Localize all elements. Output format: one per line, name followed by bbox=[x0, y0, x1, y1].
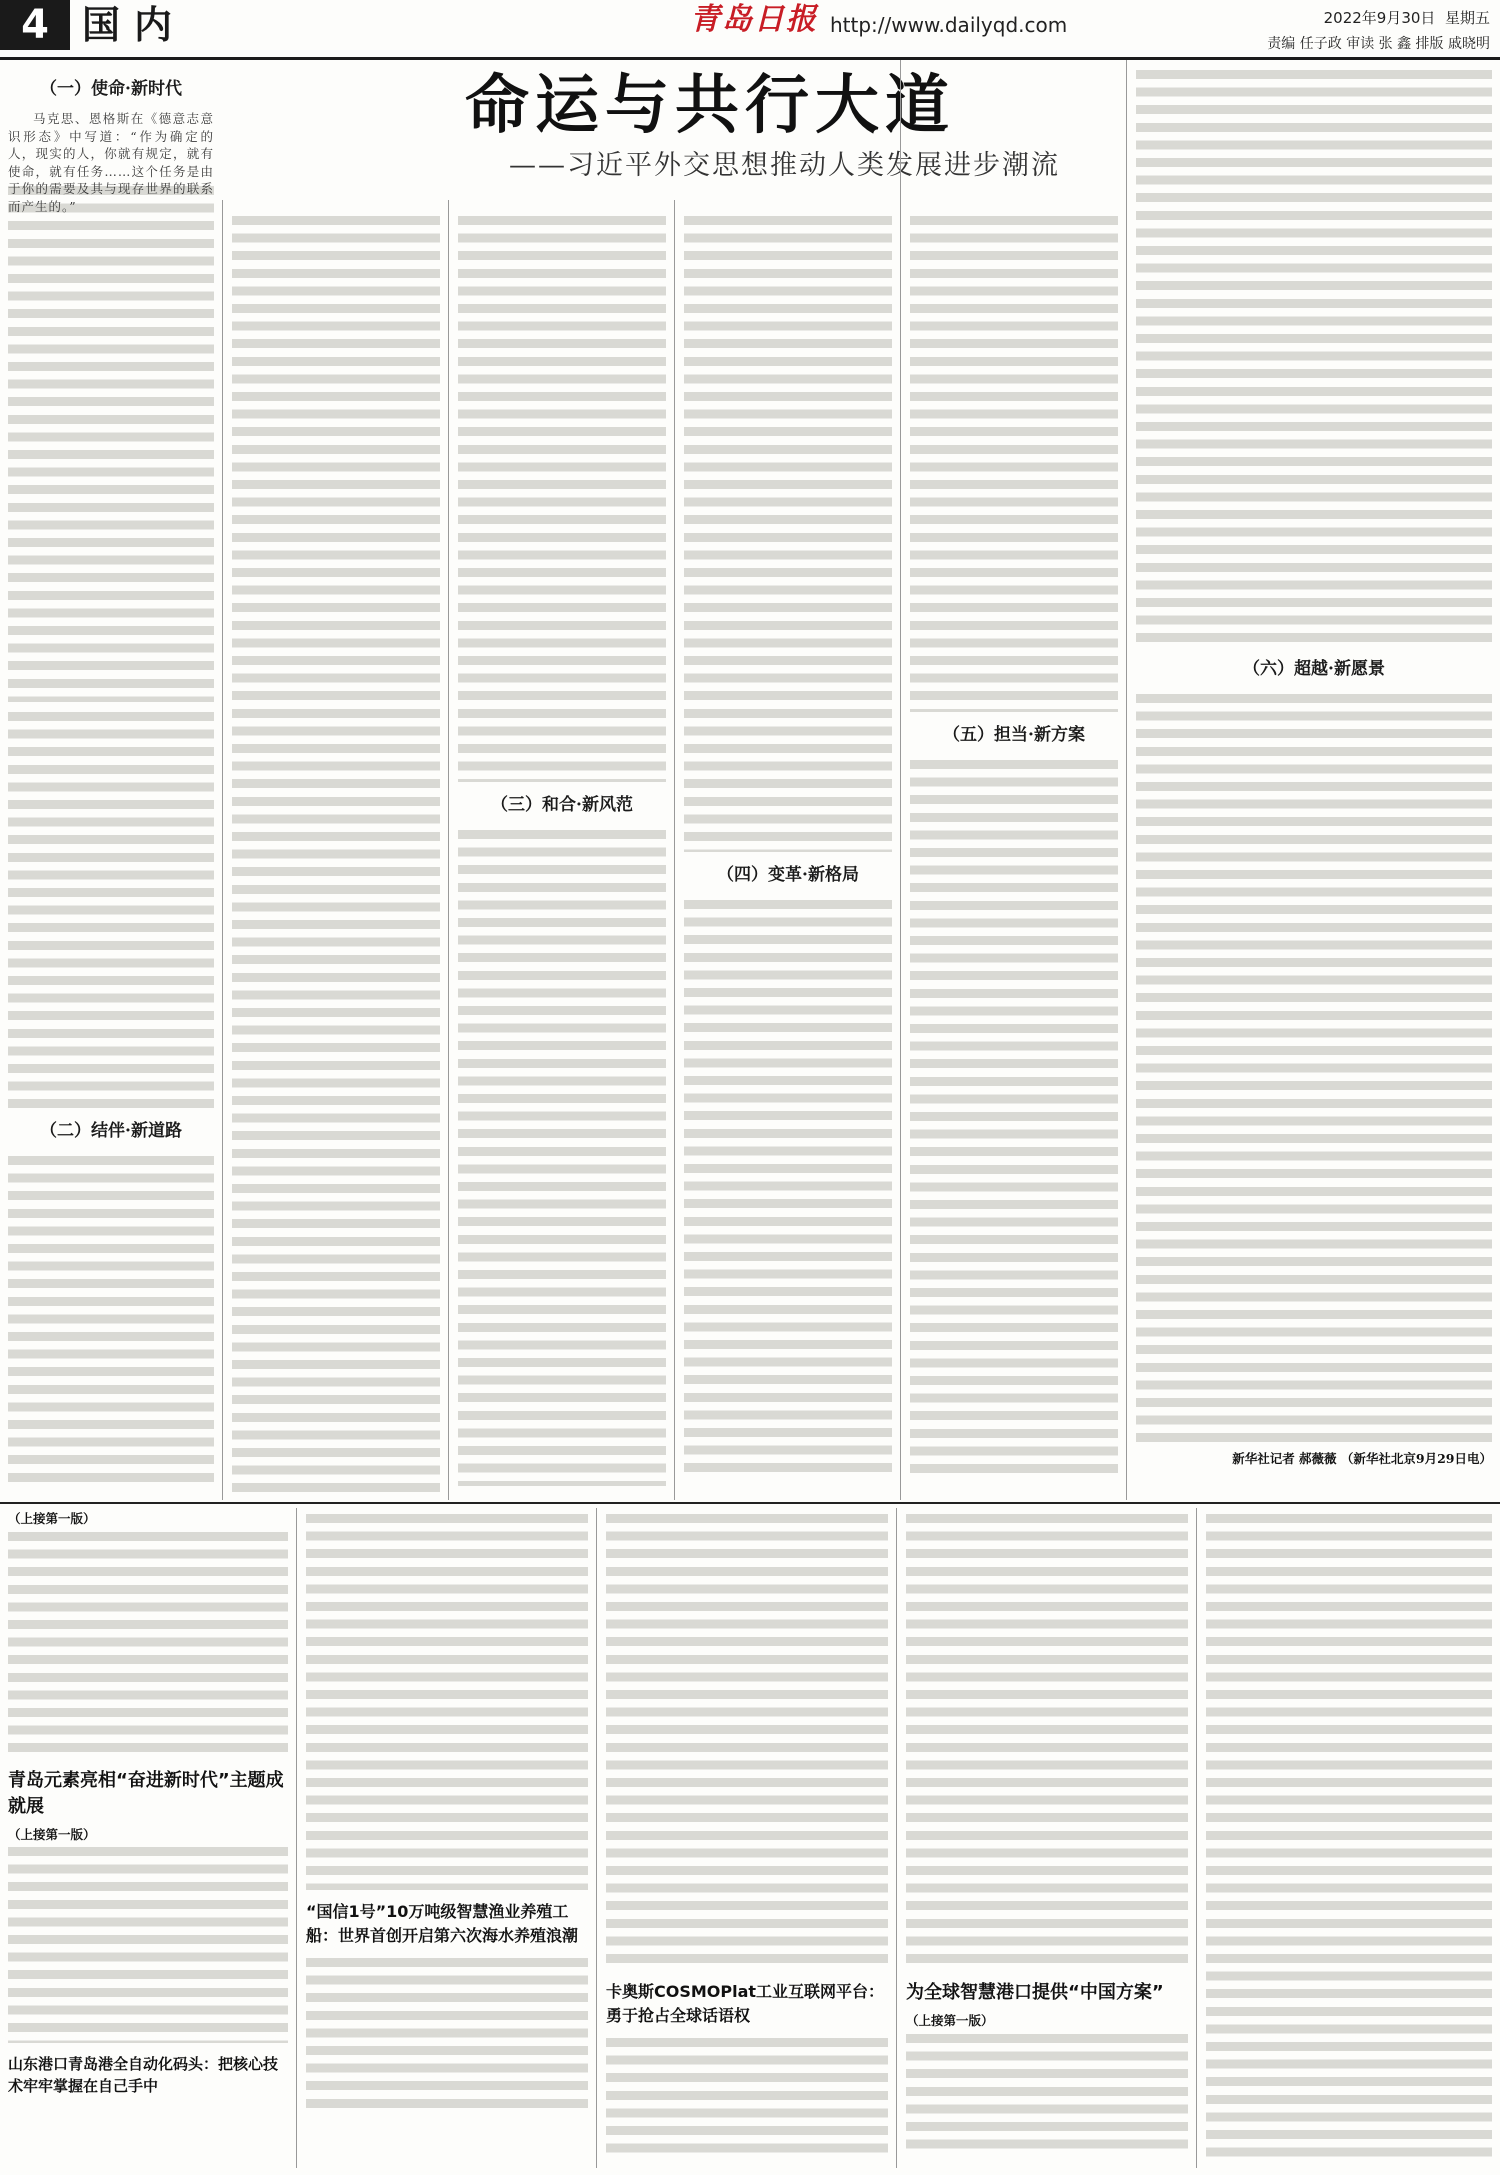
continued-marker: （上接第一版） bbox=[8, 1511, 96, 1526]
page-number: 4 bbox=[0, 0, 70, 50]
body-text-block bbox=[8, 1152, 214, 1482]
body-text-block bbox=[458, 212, 666, 782]
date-text: 2022年9月30日 bbox=[1323, 9, 1436, 27]
section-heading-1: （一）使命·新时代 bbox=[40, 79, 182, 99]
column-divider bbox=[222, 200, 223, 1500]
column-divider bbox=[674, 200, 675, 1500]
column-divider bbox=[596, 1508, 597, 2168]
headline: 命运与共行大道 bbox=[465, 68, 955, 143]
section-heading-3: （三）和合·新风范 bbox=[491, 795, 633, 815]
weekday-text: 星期五 bbox=[1444, 9, 1490, 27]
body-text-block bbox=[906, 2030, 1188, 2150]
section-heading-4: （四）变革·新格局 bbox=[717, 865, 859, 885]
column-divider bbox=[448, 200, 449, 1500]
editors-line: 责编 任子政 审读 张 鑫 排版 戚晓明 bbox=[1267, 36, 1490, 52]
feature-column-5 bbox=[910, 212, 1118, 1496]
feature-column-3 bbox=[458, 212, 666, 1496]
continued-marker: （上接第一版） bbox=[906, 2013, 994, 2028]
body-text-block bbox=[306, 1510, 588, 1890]
section-heading-2: （二）结伴·新道路 bbox=[40, 1121, 182, 1141]
page-header bbox=[0, 0, 1500, 60]
body-text-block bbox=[1136, 66, 1492, 646]
article-title[interactable]: 为全球智慧港口提供“中国方案” bbox=[906, 1982, 1164, 2003]
masthead-logo: 青岛日报 bbox=[690, 2, 818, 37]
body-text-block bbox=[306, 1954, 588, 2114]
section-rule bbox=[0, 1502, 1500, 1504]
article-title[interactable]: “国信1号”10万吨级智慧渔业养殖工船：世界首创开启第六次海水养殖浪潮 bbox=[306, 1902, 579, 1945]
issue-date bbox=[1324, 8, 1490, 28]
body-text-block bbox=[8, 708, 214, 1108]
article-smart-port-column bbox=[1206, 1510, 1492, 2170]
section-heading-5: （五）担当·新方案 bbox=[943, 725, 1085, 745]
article-innovation-column bbox=[8, 1510, 288, 2170]
column-divider bbox=[296, 1508, 297, 2168]
feature-column-4 bbox=[684, 212, 892, 1496]
body-text-block bbox=[8, 1528, 288, 1758]
body-text-block bbox=[606, 1510, 888, 1970]
body-text-block bbox=[684, 212, 892, 852]
body-text-block bbox=[232, 212, 440, 1492]
column-divider bbox=[900, 60, 901, 1500]
column-divider bbox=[1196, 1508, 1197, 2168]
body-text-block bbox=[910, 212, 1118, 712]
body-text-block bbox=[606, 2034, 888, 2154]
feature-column-1 bbox=[8, 66, 214, 1496]
column-divider bbox=[1126, 60, 1127, 1500]
body-text-block bbox=[684, 896, 892, 1476]
body-text-block bbox=[458, 826, 666, 1486]
section-name: 国内 bbox=[82, 2, 187, 47]
body-text-block bbox=[8, 1843, 288, 2043]
body-text-block bbox=[906, 1510, 1188, 1970]
section-heading-6: （六）超越·新愿景 bbox=[1243, 659, 1385, 679]
article-port-column bbox=[306, 1510, 588, 2170]
site-url[interactable]: http://www.dailyqd.com bbox=[830, 13, 1068, 37]
body-text-block bbox=[910, 756, 1118, 1476]
opening-quote: 马克思、恩格斯在《德意志意识形态》中写道：“作为确定的人，现实的人，你就有规定，就有使命，就有任务……这个任务是由于你的需要及其与现存世界的联系而产生的。” bbox=[8, 111, 214, 214]
body-text-block bbox=[8, 182, 214, 702]
article-title[interactable]: 卡奥斯COSMOPlat工业互联网平台：勇于抢占全球话语权 bbox=[606, 1982, 885, 2025]
column-divider bbox=[896, 1508, 897, 2168]
byline: 新华社记者 郝薇薇 （新华社北京9月29日电） bbox=[1232, 1451, 1492, 1466]
body-text-block bbox=[1136, 690, 1492, 1450]
article-title[interactable]: 青岛元素亮相“奋进新时代”主题成就展 bbox=[8, 1769, 284, 1817]
feature-column-6 bbox=[1136, 66, 1492, 1496]
article-subtitle[interactable]: 山东港口青岛港全自动化码头：把核心技术牢牢掌握在自己手中 bbox=[8, 2055, 279, 2096]
article-fishery-column bbox=[606, 1510, 888, 2170]
article-cosmoplat-column bbox=[906, 1510, 1188, 2170]
continued-marker: （上接第一版） bbox=[8, 1826, 96, 1842]
feature-column-2 bbox=[232, 212, 440, 1496]
body-text-block bbox=[1206, 1510, 1492, 2160]
subheadline: ——习近平外交思想推动人类发展进步潮流 bbox=[509, 150, 1060, 181]
